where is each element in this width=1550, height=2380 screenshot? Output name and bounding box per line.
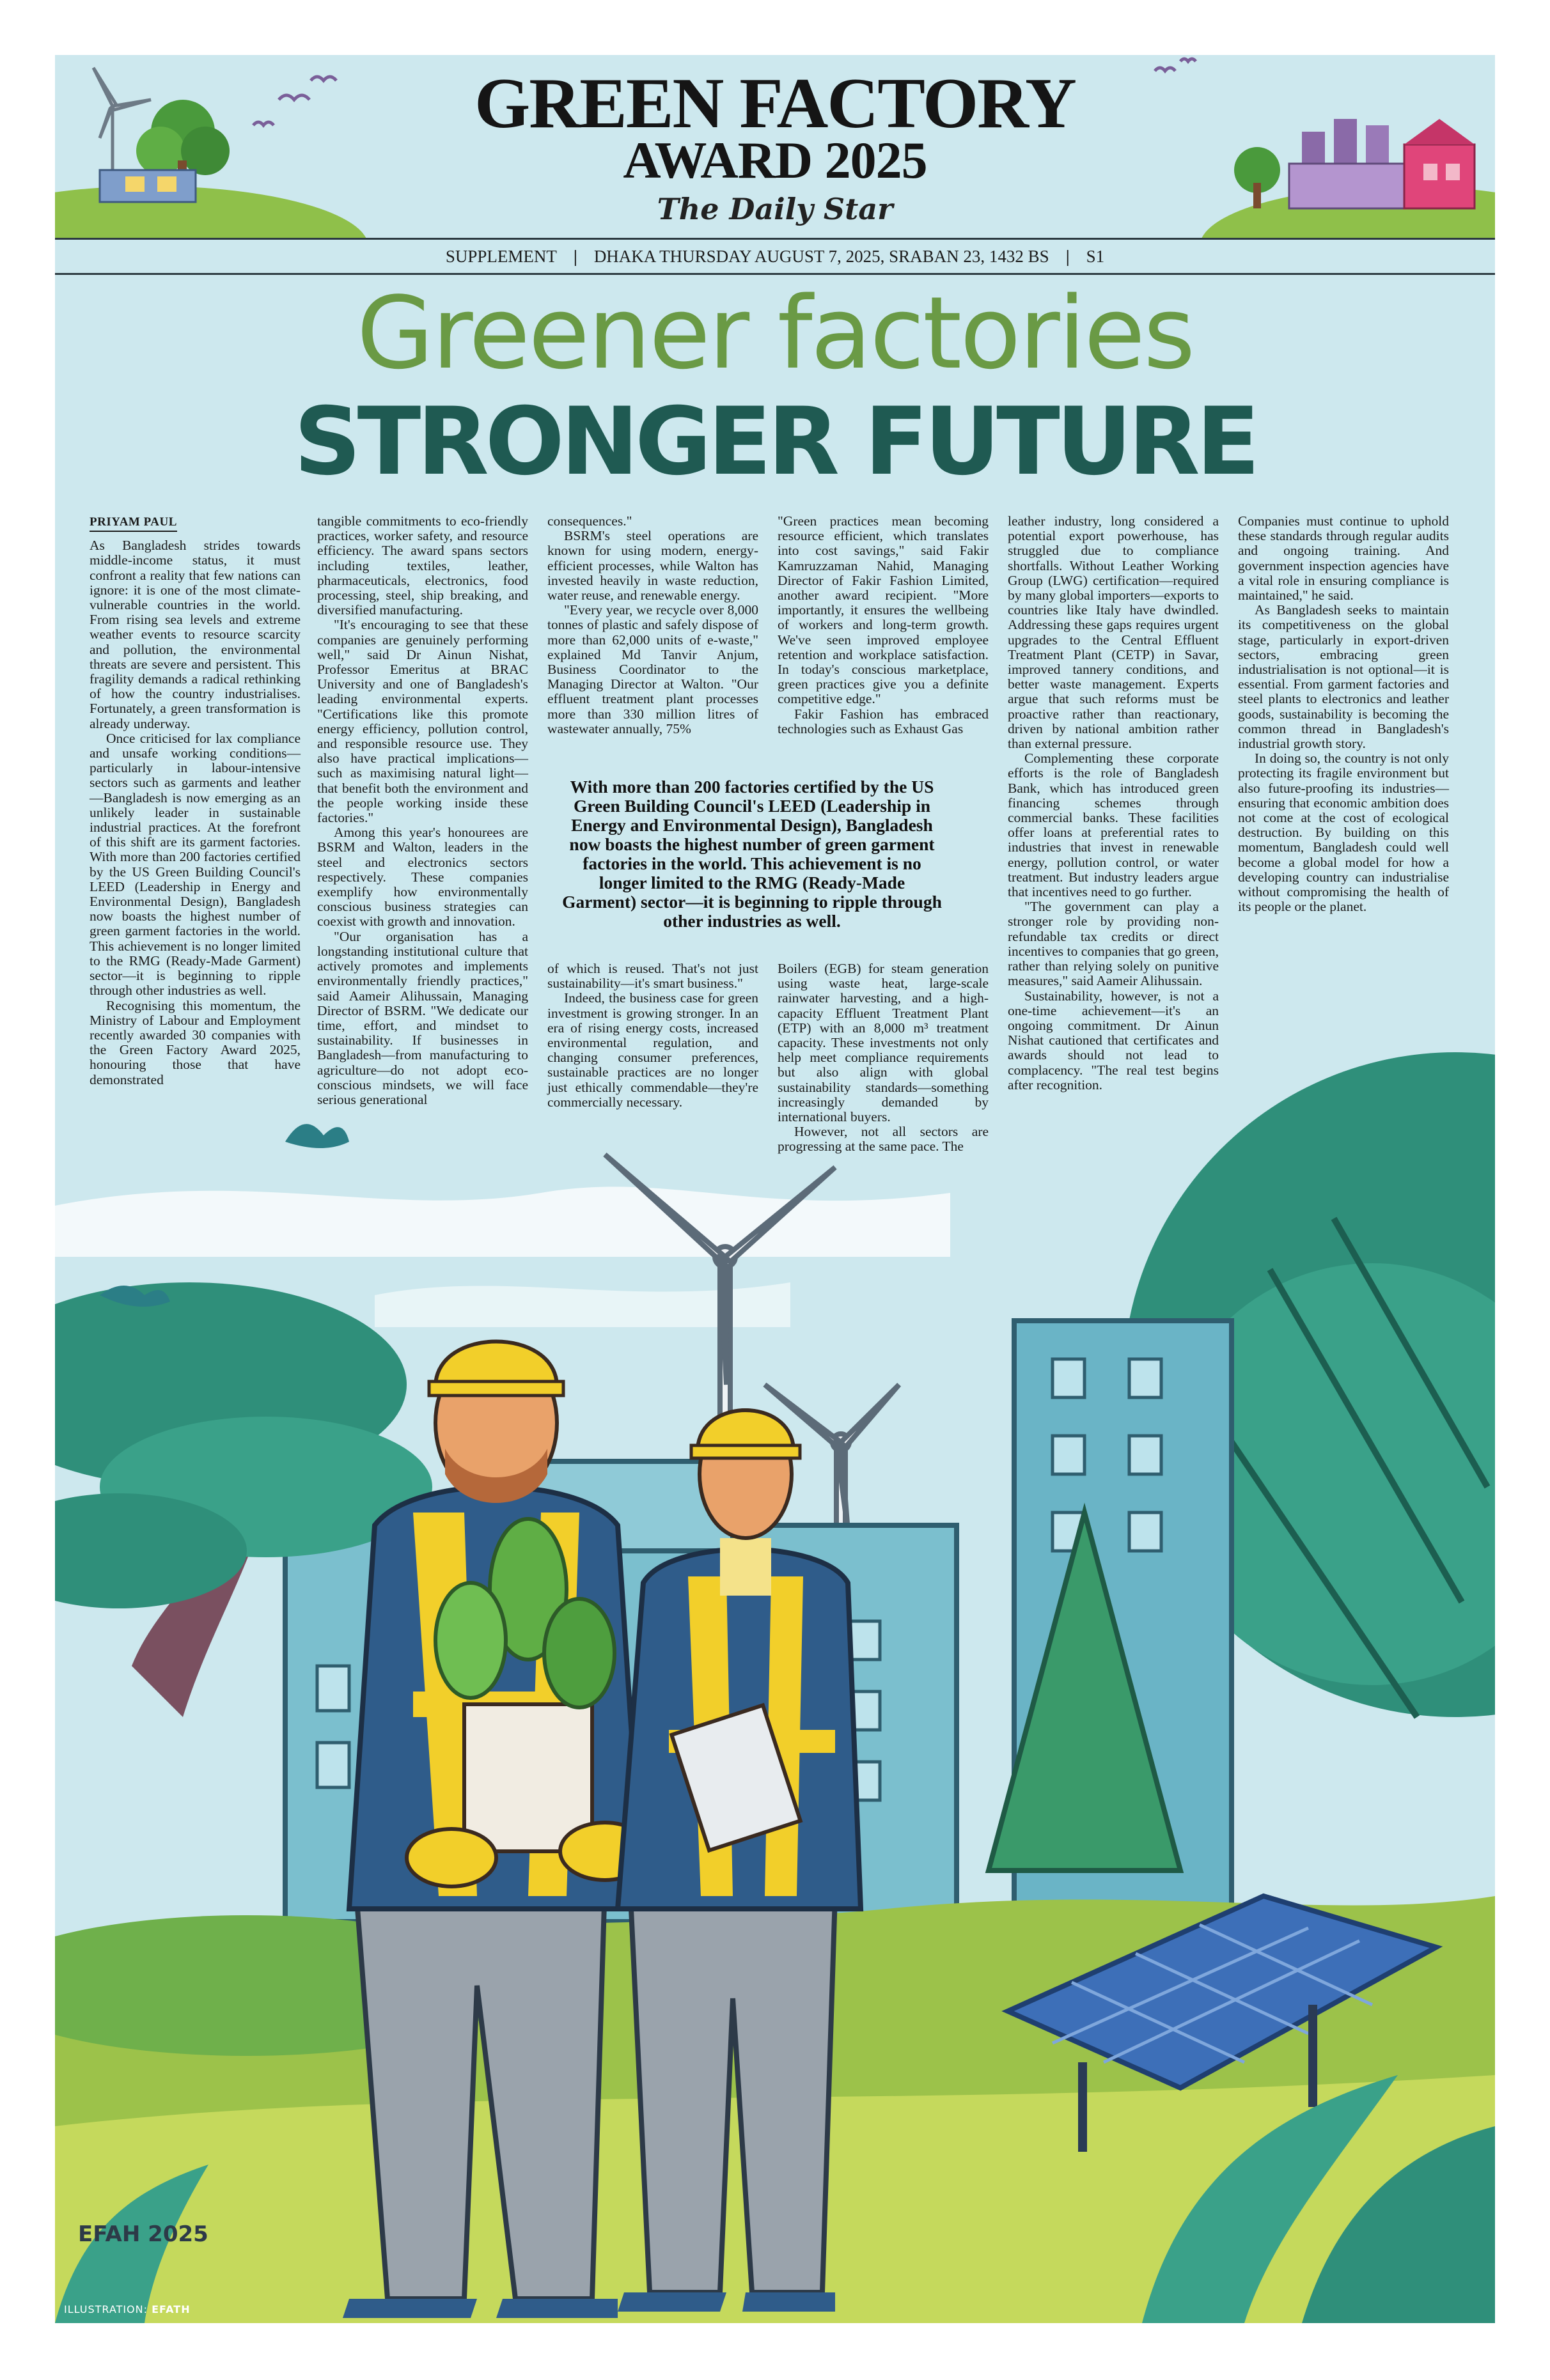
article-paragraph: As Bangladesh strides towards middle-income status, it must confront a reality that few nations can ignore: it is one of the most climate-vulnerable countries in the world. From rising sea levels and extreme weather events to resource scarcity and pollution, the environmental threats are severe and persistent. This fragility demands a radical rethinking of how the country industrialises. Fortunately, a green transformation is already underway. [90,538,301,731]
illustration-green-factory [55,1027,1495,2323]
article-paragraph: Once criticised for lax compliance and unsafe working conditions—particularly in labour-intensive sectors such as garments and leather—Bangladesh is now emerging as an unlikely leader in sustainable industrial practices. At the forefront of this shift are its garment factories. With more than 200 factories certified by the US Green Building Council's LEED (Leadership in Energy and Environmental Design), Bangladesh now boasts the highest number of green garment factories in the world. This achievement is no longer limited to the RMG (Ready-Made Garment) sector—it is beginning to ripple through other industries as well. [90,730,301,999]
newspaper-name: The Daily Star [657,192,893,226]
headline-main: STRONGER FUTURE [294,387,1256,496]
section-label: SUPPLEMENT [445,246,557,266]
page-number: S1 [1086,246,1105,266]
article-paragraph: "Our organisation has a longstanding institutional culture that actively promotes and implements environmentally friendly practices," said Aameir Alihussain, Managing Director of BSRM. "We dedicate our time, effort, and mindset to sustainability. If businesses in Bangladesh—from manufacturing to agriculture—do not adopt eco-conscious mindsets, we will face serious generational [317,928,528,1107]
dateline-bar [55,238,1495,275]
article-column-6 [1238,514,1449,914]
article-paragraph: Recognising this momentum, the Ministry of Labour and Employment recently awarded 30 companies with the Green Factory Award 2025, honouring those that have demonstrated [90,997,301,1087]
article-column-1 [90,514,301,1087]
byline: PRIYAM PAUL [90,515,177,532]
credit-artist: EFATH [152,2303,191,2315]
pull-quote: With more than 200 factories certified by the US Green Building Council's LEED (Leadership in Energy and Environmental Design), Bangladesh now boasts the highest number of green garment factories in the world. This achievement is no longer limited to the RMG (Ready-Made Garment) sector—it is beginning to ripple through other industries as well. [562,777,942,931]
illustration-credit [64,2303,191,2315]
article-paragraph: BSRM's steel operations are known for using modern, energy-efficient processes, while Walton has invested heavily in waste reduction, water reuse, and renewable energy. [547,528,758,603]
article-paragraph: Boilers (EGB) for steam generation using waste heat, large-scale rainwater harvesting, and a high-capacity Effluent Treatment Plant (ETP) with an 8,000 m³ treatment capacity. These investments not only help meet compliance requirements but also align with global sustainability standards—something increasingly demanded by international buyers. [778,961,989,1125]
article-paragraph: In doing so, the country is not only protecting its fragile environment but also future-proofing its industries—ensuring that economic ambition does not come at the cost of ecological destruction. By building on this momentum, Bangladesh could well become a global model for how a developing country can industrialise without compromising the health of its people or the planet. [1238,751,1449,915]
newspaper-page [55,55,1495,2323]
headline-kicker: Greener factories [356,275,1194,391]
article-paragraph: Indeed, the business case for green investment is growing stronger. In an era of rising energy costs, increased environmental regulation, and changing consumer preferences, sustainable practices are no longer just ethically commendable—they're commercially necessary. [547,990,758,1110]
article-paragraph: "The government can play a stronger role by providing non-refundable tax credits or direct incentives to companies that go green, rather than relying solely on punitive measures," said Aameir Alihussain. [1008,899,1219,989]
article-paragraph: Complementing these corporate efforts is the role of Bangladesh Bank, which has introduced green financing schemes through commercial banks. These facilities offer loans at preferential rates to industries that invest in renewable energy, pollution control, or water treatment. But industry leaders argue that incentives need to go further. [1008,751,1219,900]
masthead [55,55,1495,238]
article-paragraph: of which is reused. That's not just sustainability—it's smart business." [547,961,758,992]
article-paragraph: Fakir Fashion has embraced technologies such as Exhaust Gas [778,706,989,736]
article-paragraph: Sustainability, however, is not a one-time achievement—it's an ongoing commitment. Dr Ainun Nishat cautioned that certificates and awards should not lead to complacency. "The real test begins after recognition. [1008,988,1219,1093]
article-paragraph: "Green practices mean becoming resource efficient, which translates into cost savings," said Fakir Kamruzzaman Nahid, Managing Director of Fakir Fashion Limited, another award recipient. "More importantly, it ensures the wellbeing of workers and long-term growth. We've seen improved employee retention and workplace satisfaction. In today's conscious marketplace, green practices give you a definite competitive edge." [778,513,989,707]
article-column-3 [547,514,758,736]
article-column-4 [778,514,989,736]
article-paragraph: leather industry, long considered a potential export powerhouse, has struggled due to compliance shortfalls. Without Leather Working Group (LWG) certification—required by many global importers—exports to countries like Italy have dwindled. Addressing these gaps requires urgent upgrades to the Central Effluent Treatment Plant (CETP) in Savar, improved tannery conditions, and better waste management. Experts argue that such reforms must be proactive rather than reactionary, driven by national ambition rather than external pressure. [1008,513,1219,752]
artist-signature: EFAH 2025 [78,2221,208,2247]
issue-date: DHAKA THURSDAY AUGUST 7, 2025, SRABAN 23, 1432 BS [593,246,1049,266]
article-paragraph: As Bangladesh seeks to maintain its competitiveness on the global stage, particularly in export-driven sectors, embracing green industrialisation is not optional—it is essential. From garment factories and steel plants to electronics and leather goods, sustainability is becoming the common thread in Bangladesh's industrial growth story. [1238,602,1449,752]
supplement-subtitle: AWARD 2025 [623,131,927,189]
article-paragraph: "Every year, we recycle over 8,000 tonnes of plastic and safely dispose of more than 62,000 units of e-waste," explained Md Tanvir Anjum, Business Coordinator to the Managing Director at Walton. "Our effluent treatment plant processes more than 330 million litres of wastewater annually, 75% [547,602,758,736]
separator: | [573,246,577,266]
article-paragraph: "It's encouraging to see that these companies are genuinely performing well," said Dr Ainun Nishat, Professor Emeritus at BRAC University and one of Bangladesh's leading environmental experts. "Certifications like this promote energy efficiency, pollution control, and responsible resource use. They also have practical implications—such as maximising natural light—that benefit both the environment and the people working inside these factories." [317,617,528,826]
article-column-2 [317,514,528,1107]
supplement-title: GREEN FACTORY [474,64,1076,143]
credit-label: ILLUSTRATION: [64,2303,148,2315]
separator: | [1065,246,1070,266]
article-column-5 [1008,514,1219,1093]
article-paragraph: Companies must continue to uphold these standards through regular audits and ongoing training. And government inspection agencies have a vital role in ensuring compliance is maintained," he said. [1238,513,1449,603]
article-paragraph: However, not all sectors are progressing at the same pace. The [778,1124,989,1155]
article-paragraph: Among this year's honourees are BSRM and Walton, leaders in the steel and electronics sectors respectively. These companies exemplify how environmentally conscious business strategies can coexist with growth and innovation. [317,825,528,929]
article-paragraph: consequences." [547,513,632,529]
article-paragraph: tangible commitments to eco-friendly practices, worker safety, and resource efficiency. The award spans sectors including textiles, leather, pharmaceuticals, electronics, food processing, steel, ship breaking, and diversified manufacturing. [317,513,528,618]
